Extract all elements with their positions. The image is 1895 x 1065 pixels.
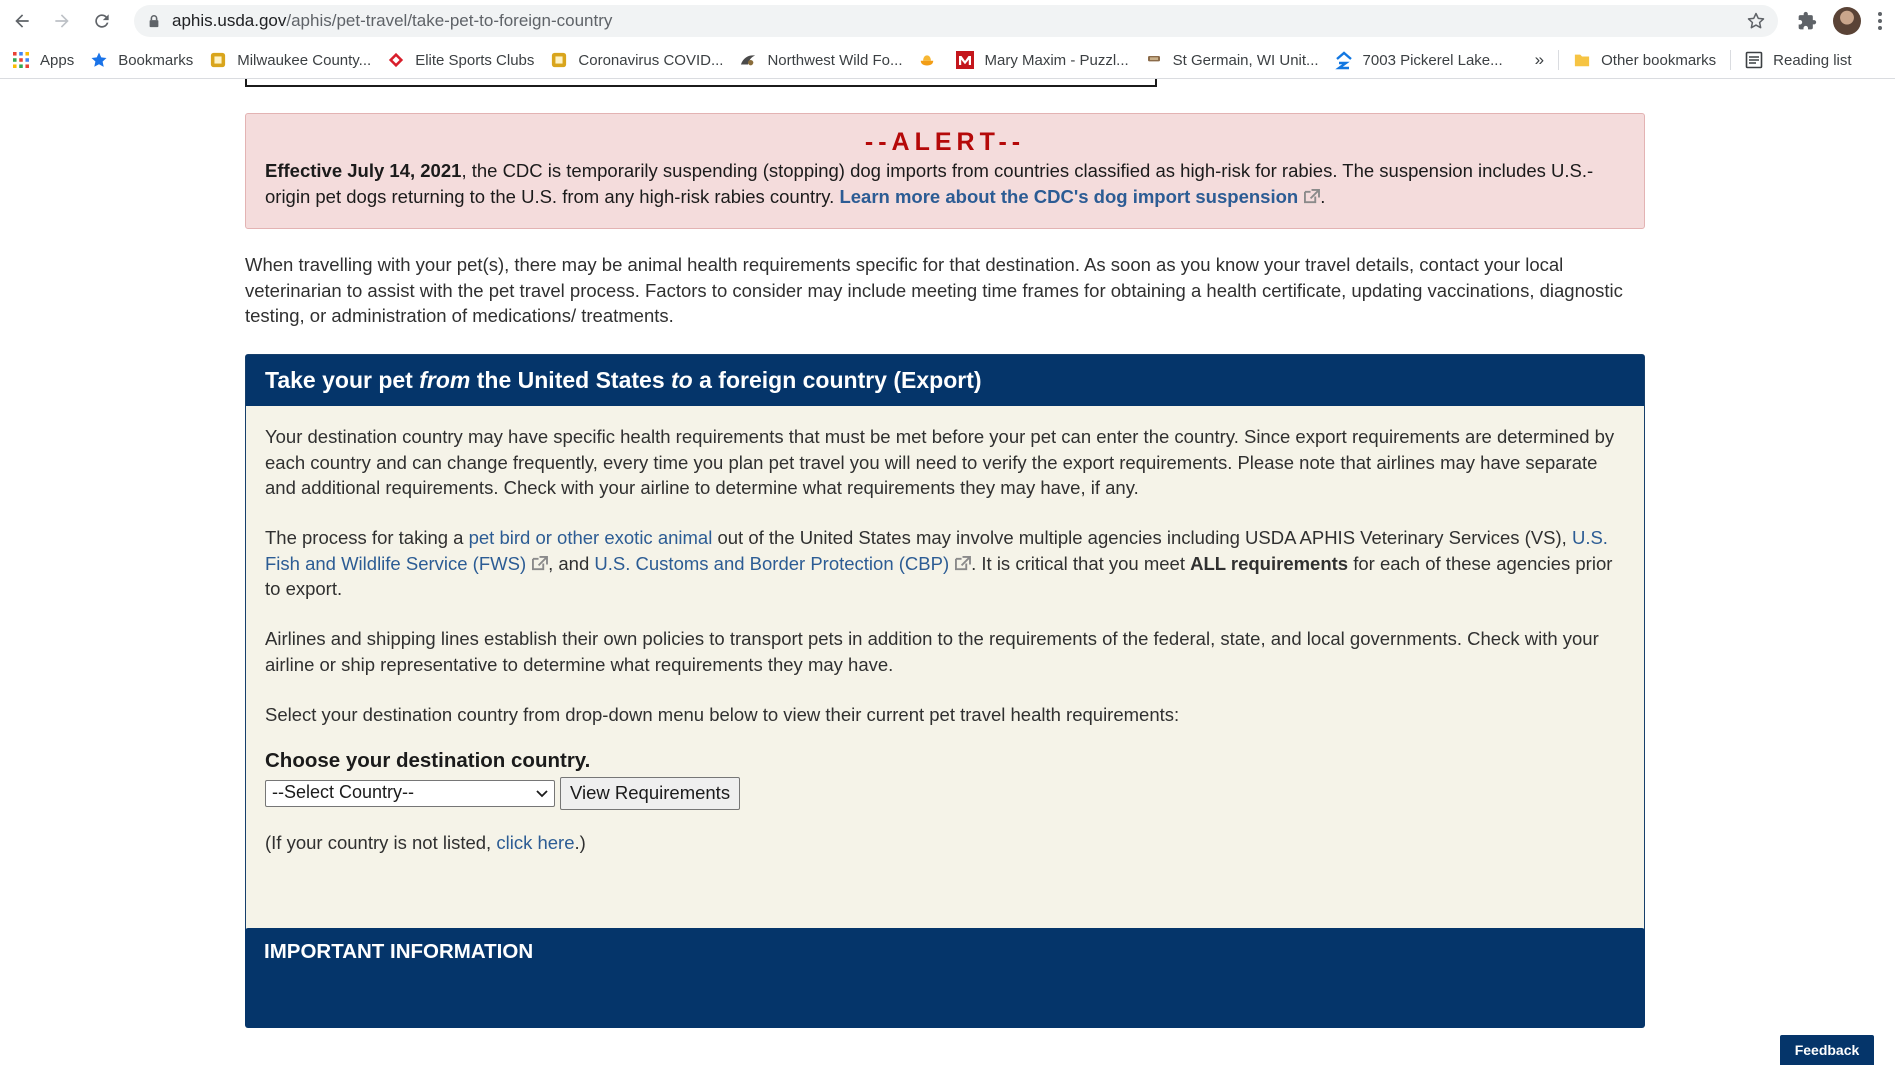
bookmark-label: Mary Maxim - Puzzl... (984, 51, 1129, 69)
site-icon (387, 51, 405, 69)
bookmarks-bar (0, 42, 1895, 79)
bookmark-label: St Germain, WI Unit... (1172, 51, 1319, 69)
alert-box (245, 113, 1645, 229)
external-link-icon (954, 552, 971, 567)
apps-grid-icon (12, 51, 30, 69)
url-text: aphis.usda.gov/aphis/pet-travel/take-pet-to-foreign-country (172, 11, 613, 30)
country-select[interactable] (265, 780, 555, 807)
chevron-down-icon (536, 780, 548, 806)
page-content (0, 79, 1895, 1058)
site-icon (956, 51, 974, 69)
country-controls (265, 777, 1625, 810)
menu-icon[interactable] (1873, 10, 1887, 32)
site-icon (918, 51, 936, 69)
bookmark-unnamed[interactable] (910, 46, 948, 74)
export-panel-title: Take your pet from the United States to a foreign country (Export) (246, 355, 1644, 406)
bookmark-bookmarks[interactable] (82, 46, 201, 74)
folder-icon (1573, 51, 1591, 69)
bookmark-elite-sports-clubs[interactable] (379, 46, 542, 74)
cbp-link[interactable]: U.S. Customs and Border Protection (CBP) (594, 553, 971, 574)
site-icon (1335, 51, 1353, 69)
feedback-button[interactable]: Feedback (1780, 1035, 1874, 1065)
alert-text (265, 158, 1625, 210)
lock-icon (146, 13, 162, 29)
choose-country-label: Choose your destination country. (265, 748, 591, 772)
export-paragraph-1: Your destination country may have specific health requirements that must be met before your pet can enter the country. Since export requirements are determined by each country and can change frequently, every time you plan pet travel you will need to verify the export requirements. Please note that airlines may have separate and additional requirements. Check with your airline to determine what requirements they may have, if any. (265, 426, 1615, 498)
bookmark-coronavirus-covid[interactable] (542, 46, 731, 74)
bookmark-st-germain[interactable] (1137, 46, 1327, 74)
bookmark-label: Milwaukee County... (237, 51, 372, 69)
bookmarks-divider (1558, 50, 1559, 70)
intro-paragraph: When travelling with your pet(s), there may be animal health requirements specific for that destination. As soon as you know your travel details, contact your local veterinarian to assist with the pet travel process. Factors to consider may include meeting time frames for obtaining a health certificate, updating vaccinations, diagnostic testing, or administration of medications/ treatments. (245, 254, 1623, 326)
country-select-value: --Select Country-- (272, 782, 415, 803)
star-icon (90, 51, 108, 69)
bookmark-label: Apps (40, 51, 75, 69)
chevron-double-right-icon: » (1534, 50, 1545, 69)
click-here-link[interactable]: click here (496, 831, 575, 853)
country-not-listed: (If your country is not listed, click here.) (265, 831, 586, 853)
bookmark-label: Northwest Wild Fo... (767, 51, 903, 69)
view-requirements-button[interactable]: View Requirements (560, 777, 740, 810)
bookmark-label: 7003 Pickerel Lake... (1362, 51, 1503, 69)
bookmark-apps[interactable] (0, 46, 82, 74)
bookmark-mary-maxim[interactable] (948, 46, 1136, 74)
back-icon[interactable] (10, 9, 34, 33)
bookmark-7003-pickerel-lake[interactable] (1327, 46, 1511, 74)
bookmark-label: Elite Sports Clubs (415, 51, 535, 69)
export-paragraph-2: The process for taking a pet bird or other exotic animal out of the United States may involve multiple agencies including USDA APHIS Veterinary Services (VS), U.S. Fish and Wildlife Service (FWS) , and U.S. Customs and Border Protection (CBP) . It is critical that you meet ALL requirements for each of these agencies prior to export. (265, 527, 1613, 599)
site-icon (739, 51, 757, 69)
extensions-icon[interactable] (1796, 10, 1818, 32)
pet-bird-exotic-link[interactable]: pet bird or other exotic animal (468, 527, 713, 548)
bookmark-label: Coronavirus COVID... (578, 51, 724, 69)
important-info-title: IMPORTANT INFORMATION (264, 940, 534, 963)
export-panel (245, 354, 1645, 984)
avatar[interactable] (1833, 7, 1861, 35)
browser-toolbar (0, 0, 1895, 42)
site-icon (1145, 51, 1163, 69)
fws-link[interactable]: U.S. Fish and Wildlife Service (FWS) (265, 527, 1608, 574)
alert-end: . (1320, 186, 1326, 207)
important-info-panel (245, 928, 1645, 1028)
site-icon (550, 51, 568, 69)
external-link-icon (531, 552, 548, 567)
forward-icon[interactable] (50, 9, 74, 33)
site-icon (209, 51, 227, 69)
bookmark-northwest-wild-foods[interactable] (731, 46, 910, 74)
bookmark-label: Bookmarks (118, 51, 194, 69)
export-paragraph-4: Select your destination country from drop-down menu below to view their current pet travel health requirements: (265, 703, 1180, 725)
bookmarks-divider (1730, 50, 1731, 70)
alert-title: --ALERT-- (864, 128, 1026, 156)
bookmark-label: Reading list (1773, 51, 1852, 69)
reading-list-icon (1745, 51, 1763, 69)
cdc-suspension-link[interactable]: Learn more about the CDC's dog import suspension (839, 186, 1320, 207)
export-panel-body (246, 406, 1644, 855)
address-bar[interactable] (134, 5, 1778, 37)
bookmarks-overflow-button[interactable] (1527, 46, 1552, 74)
bookmark-milwaukee-county[interactable] (201, 46, 379, 74)
other-bookmarks[interactable] (1565, 46, 1724, 74)
alert-body: , the CDC is temporarily suspending (stopping) dog imports from countries classified as high-risk for rabies. The suspension includes U.S.-origin pet dogs returning to the U.S. from any high-risk rabies country. (265, 160, 1594, 207)
bookmark-label: Other bookmarks (1601, 51, 1717, 69)
previous-box-fragment (245, 79, 1157, 87)
star-icon[interactable] (1746, 11, 1766, 31)
alert-bold-lead: Effective July 14, 2021 (265, 160, 462, 181)
external-link-icon (1303, 185, 1320, 200)
reload-icon[interactable] (90, 9, 114, 33)
export-paragraph-3: Airlines and shipping lines establish their own policies to transport pets in addition to the requirements of the federal, state, and local governments. Check with your airline or ship representative to determine what requirements they may have. (265, 628, 1599, 675)
reading-list[interactable] (1737, 46, 1859, 74)
